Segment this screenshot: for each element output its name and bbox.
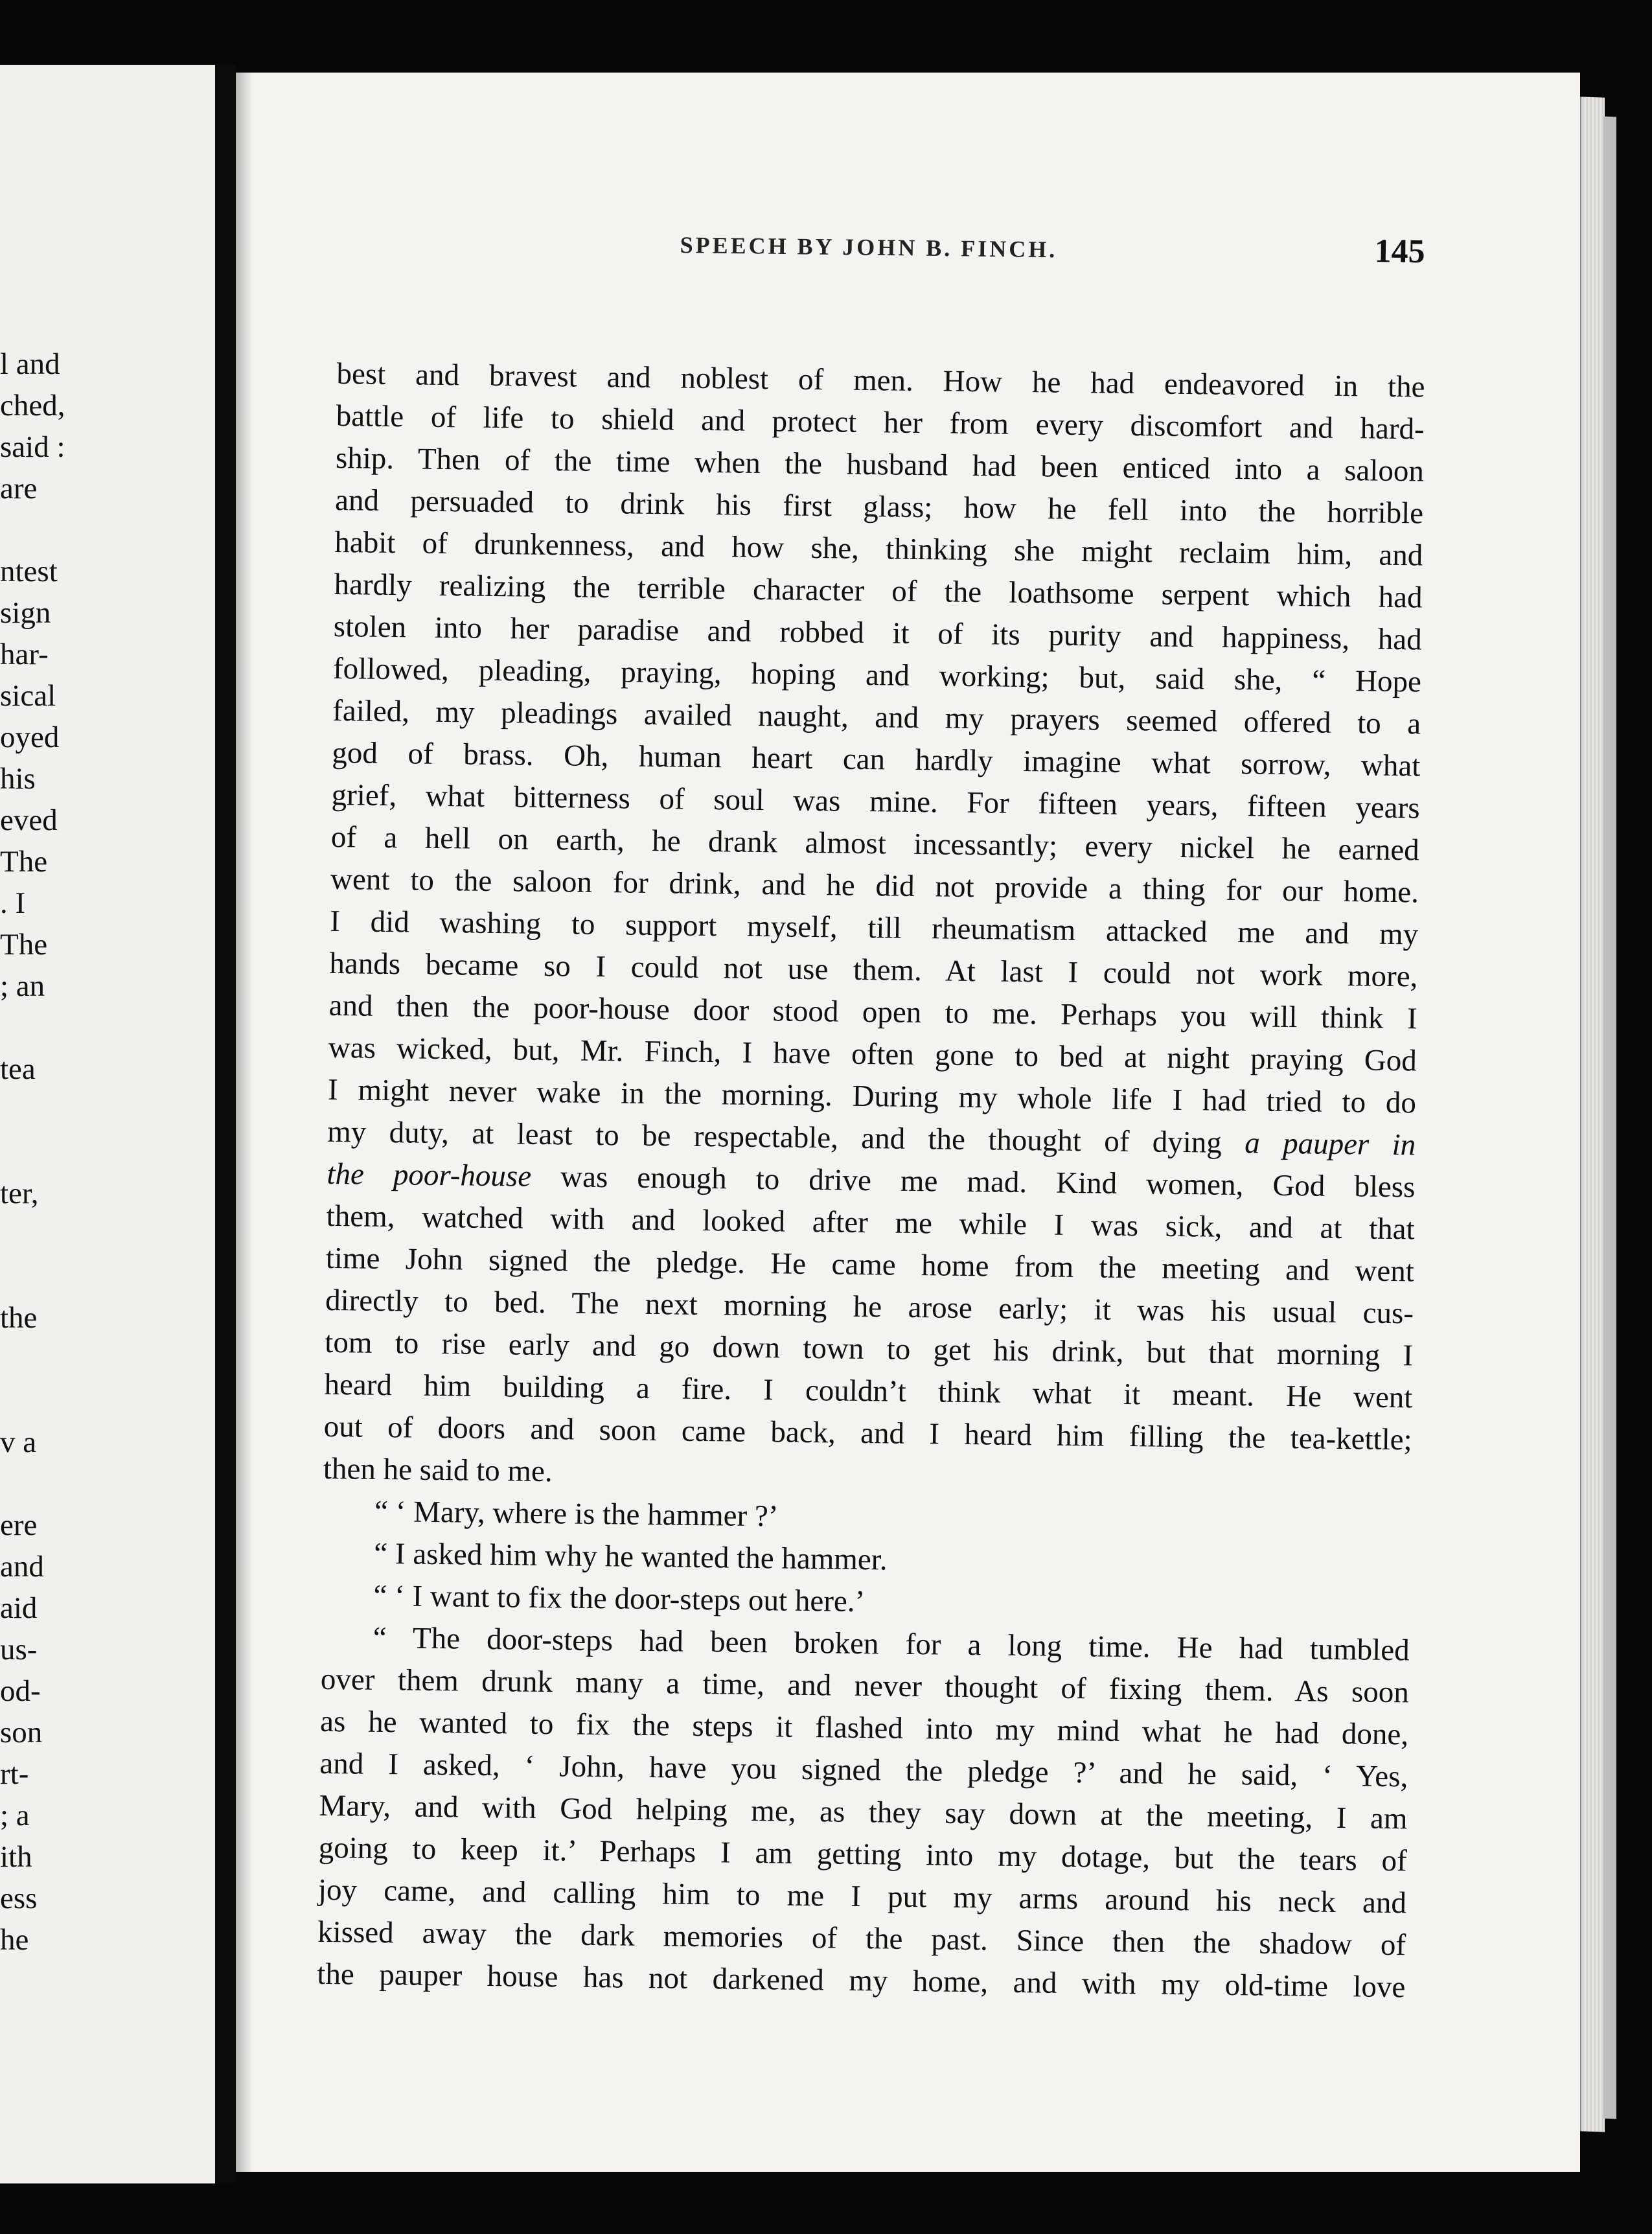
running-head: SPEECH BY JOHN B. FINCH. xyxy=(680,231,1058,263)
italic-phrase: the poor-house xyxy=(327,1157,532,1193)
left-fragment: he xyxy=(0,1923,29,1957)
left-fragment: are xyxy=(0,472,38,505)
text-line: of a hell on earth, he drank almost incessantly; every nickel he earned xyxy=(330,820,1420,868)
text-line: and persuaded to drink his first glass; how he fell into the horrible xyxy=(334,483,1424,531)
text-line: stolen into her paradise and robbed it of its purity and happiness, had xyxy=(333,609,1423,657)
left-fragment: ess xyxy=(0,1882,38,1915)
left-fragment: ntest xyxy=(0,555,58,588)
left-fragment: ere xyxy=(0,1508,38,1542)
text-line: hardly realizing the terrible character of the loathsome serpent which had xyxy=(334,567,1423,615)
left-fragment xyxy=(0,1131,207,1173)
text-segment: my duty, at least to be respectable, and the thought of dying xyxy=(327,1114,1222,1160)
dialogue-line: “ I asked him why he wanted the hammer. xyxy=(374,1536,888,1577)
text-line: then he said to me. xyxy=(323,1451,553,1489)
left-fragment: od- xyxy=(0,1674,41,1708)
text-line: I might never wake in the morning. During my whole life I had tried to do xyxy=(327,1072,1417,1120)
left-fragment: v a xyxy=(0,1425,37,1459)
left-fragment: tea xyxy=(0,1052,36,1086)
page-header xyxy=(680,224,1425,278)
left-fragment: rt- xyxy=(0,1757,29,1791)
text-line: grief, what bitterness of soul was mine. For fifteen years, fifteen years xyxy=(331,777,1420,825)
text-line: tom to rise early and go down town to get his drink, but that morning I xyxy=(325,1325,1414,1373)
text-line: followed, pleading, praying, hoping and working; but, said she, “ Hope xyxy=(332,651,1422,699)
italic-phrase: a pauper in xyxy=(1244,1126,1416,1162)
text-line: was wicked, but, Mr. Finch, I have often gone to bed at night praying God xyxy=(328,1030,1417,1078)
text-line: failed, my pleadings availed naught, and my prayers seemed offered to a xyxy=(332,693,1421,741)
left-fragment xyxy=(0,1380,207,1422)
page-edges-back xyxy=(1603,117,1616,2119)
left-fragment: ter, xyxy=(0,1177,39,1210)
text-line: best and bravest and noblest of men. How he had endeavored in the xyxy=(336,356,1425,404)
text-segment: was enough to drive me mad. Kind women, God bless xyxy=(560,1160,1416,1204)
text-line: ship. Then of the time when the husband had been enticed into a saloon xyxy=(335,441,1425,489)
left-fragment xyxy=(0,1007,207,1048)
text-line: habit of drunkenness, and how she, thinking she might reclaim him, and xyxy=(334,525,1423,573)
left-page-text-fragments xyxy=(0,343,207,1961)
text-line: god of brass. Oh, human heart can hardly imagine what sorrow, what xyxy=(332,735,1421,783)
text-line: going to keep it.’ Perhaps I am getting into my dotage, but the tears of xyxy=(318,1830,1408,1878)
text-line: time John signed the pledge. He came home from the meeting and went xyxy=(325,1241,1415,1289)
paragraph-start-line: “ The door-steps had been broken for a long time. He had tumbled xyxy=(373,1620,1410,1668)
left-fragment: and xyxy=(0,1550,44,1583)
page-shadow xyxy=(236,73,253,2172)
left-fragment xyxy=(0,1214,207,1256)
left-fragment xyxy=(0,1256,207,1297)
text-line: as he wanted to fix the steps it flashed into my mind what he had done, xyxy=(319,1704,1409,1752)
text-line: and I asked, ‘ John, have you signed the pledge ?’ and he said, ‘ Yes, xyxy=(319,1746,1408,1794)
left-fragment: The xyxy=(0,928,48,962)
text-line: hands became so I could not use them. At last I could not work more, xyxy=(329,946,1418,994)
left-fragment: ; a xyxy=(0,1799,30,1832)
left-fragment: l and xyxy=(0,347,60,381)
left-fragment: his xyxy=(0,762,36,796)
text-line: them, watched with and looked after me while I was sick, and at that xyxy=(326,1199,1415,1247)
left-fragment xyxy=(0,509,207,551)
page-edges xyxy=(1580,97,1605,2132)
left-fragment xyxy=(0,1339,207,1380)
left-fragment xyxy=(0,1463,207,1504)
text-line: out of doors and soon came back, and I heard him filling the tea-kettle; xyxy=(323,1409,1412,1457)
page-number: 145 xyxy=(1374,233,1425,271)
left-fragment: ith xyxy=(0,1840,32,1874)
text-line: joy came, and calling him to me I put my arms around his neck and xyxy=(317,1872,1407,1920)
left-fragment: ; an xyxy=(0,969,45,1003)
left-fragment: har- xyxy=(0,638,49,671)
left-fragment: The xyxy=(0,845,48,879)
left-fragment: the xyxy=(0,1301,38,1335)
text-line: kissed away the dark memories of the past. Since then the shadow of xyxy=(317,1915,1406,1963)
left-fragment: sign xyxy=(0,596,51,630)
text-line: Mary, and with God helping me, as they say down at the meeting, I am xyxy=(319,1788,1408,1836)
left-fragment: . I xyxy=(0,886,26,920)
text-line: heard him building a fire. I couldn’t think what it meant. He went xyxy=(324,1367,1413,1415)
left-fragment: ched, xyxy=(0,389,65,422)
text-line: directly to bed. The next morning he arose early; it was his usual cus- xyxy=(325,1283,1414,1331)
left-fragment: us- xyxy=(0,1633,38,1666)
body-text xyxy=(317,353,1425,2009)
dialogue-line: “ ‘ I want to fix the door-steps out here.’ xyxy=(373,1578,866,1619)
text-line: and then the poor-house door stood open to me. Perhaps you will think I xyxy=(328,988,1417,1036)
left-fragment: son xyxy=(0,1716,43,1749)
text-line: the pauper house has not darkened my home, and with my old-time love xyxy=(317,1957,1406,2005)
text-line: battle of life to shield and protect her from every discomfort and hard- xyxy=(336,398,1425,446)
book-gutter xyxy=(215,65,236,2183)
left-fragment: sical xyxy=(0,679,56,713)
left-page xyxy=(0,65,215,2183)
text-line: went to the saloon for drink, and he did not provide a thing for our home. xyxy=(330,862,1419,910)
left-fragment: aid xyxy=(0,1591,38,1625)
text-line: over them drunk many a time, and never thought of fixing them. As soon xyxy=(320,1662,1410,1710)
left-fragment: said : xyxy=(0,430,65,464)
text-line: I did washing to support myself, till rheumatism attacked me and my xyxy=(329,904,1419,952)
left-fragment: oyed xyxy=(0,720,60,754)
left-fragment: eved xyxy=(0,803,58,837)
dialogue-line: “ ‘ Mary, where is the hammer ?’ xyxy=(374,1494,779,1534)
left-fragment xyxy=(0,1090,207,1131)
